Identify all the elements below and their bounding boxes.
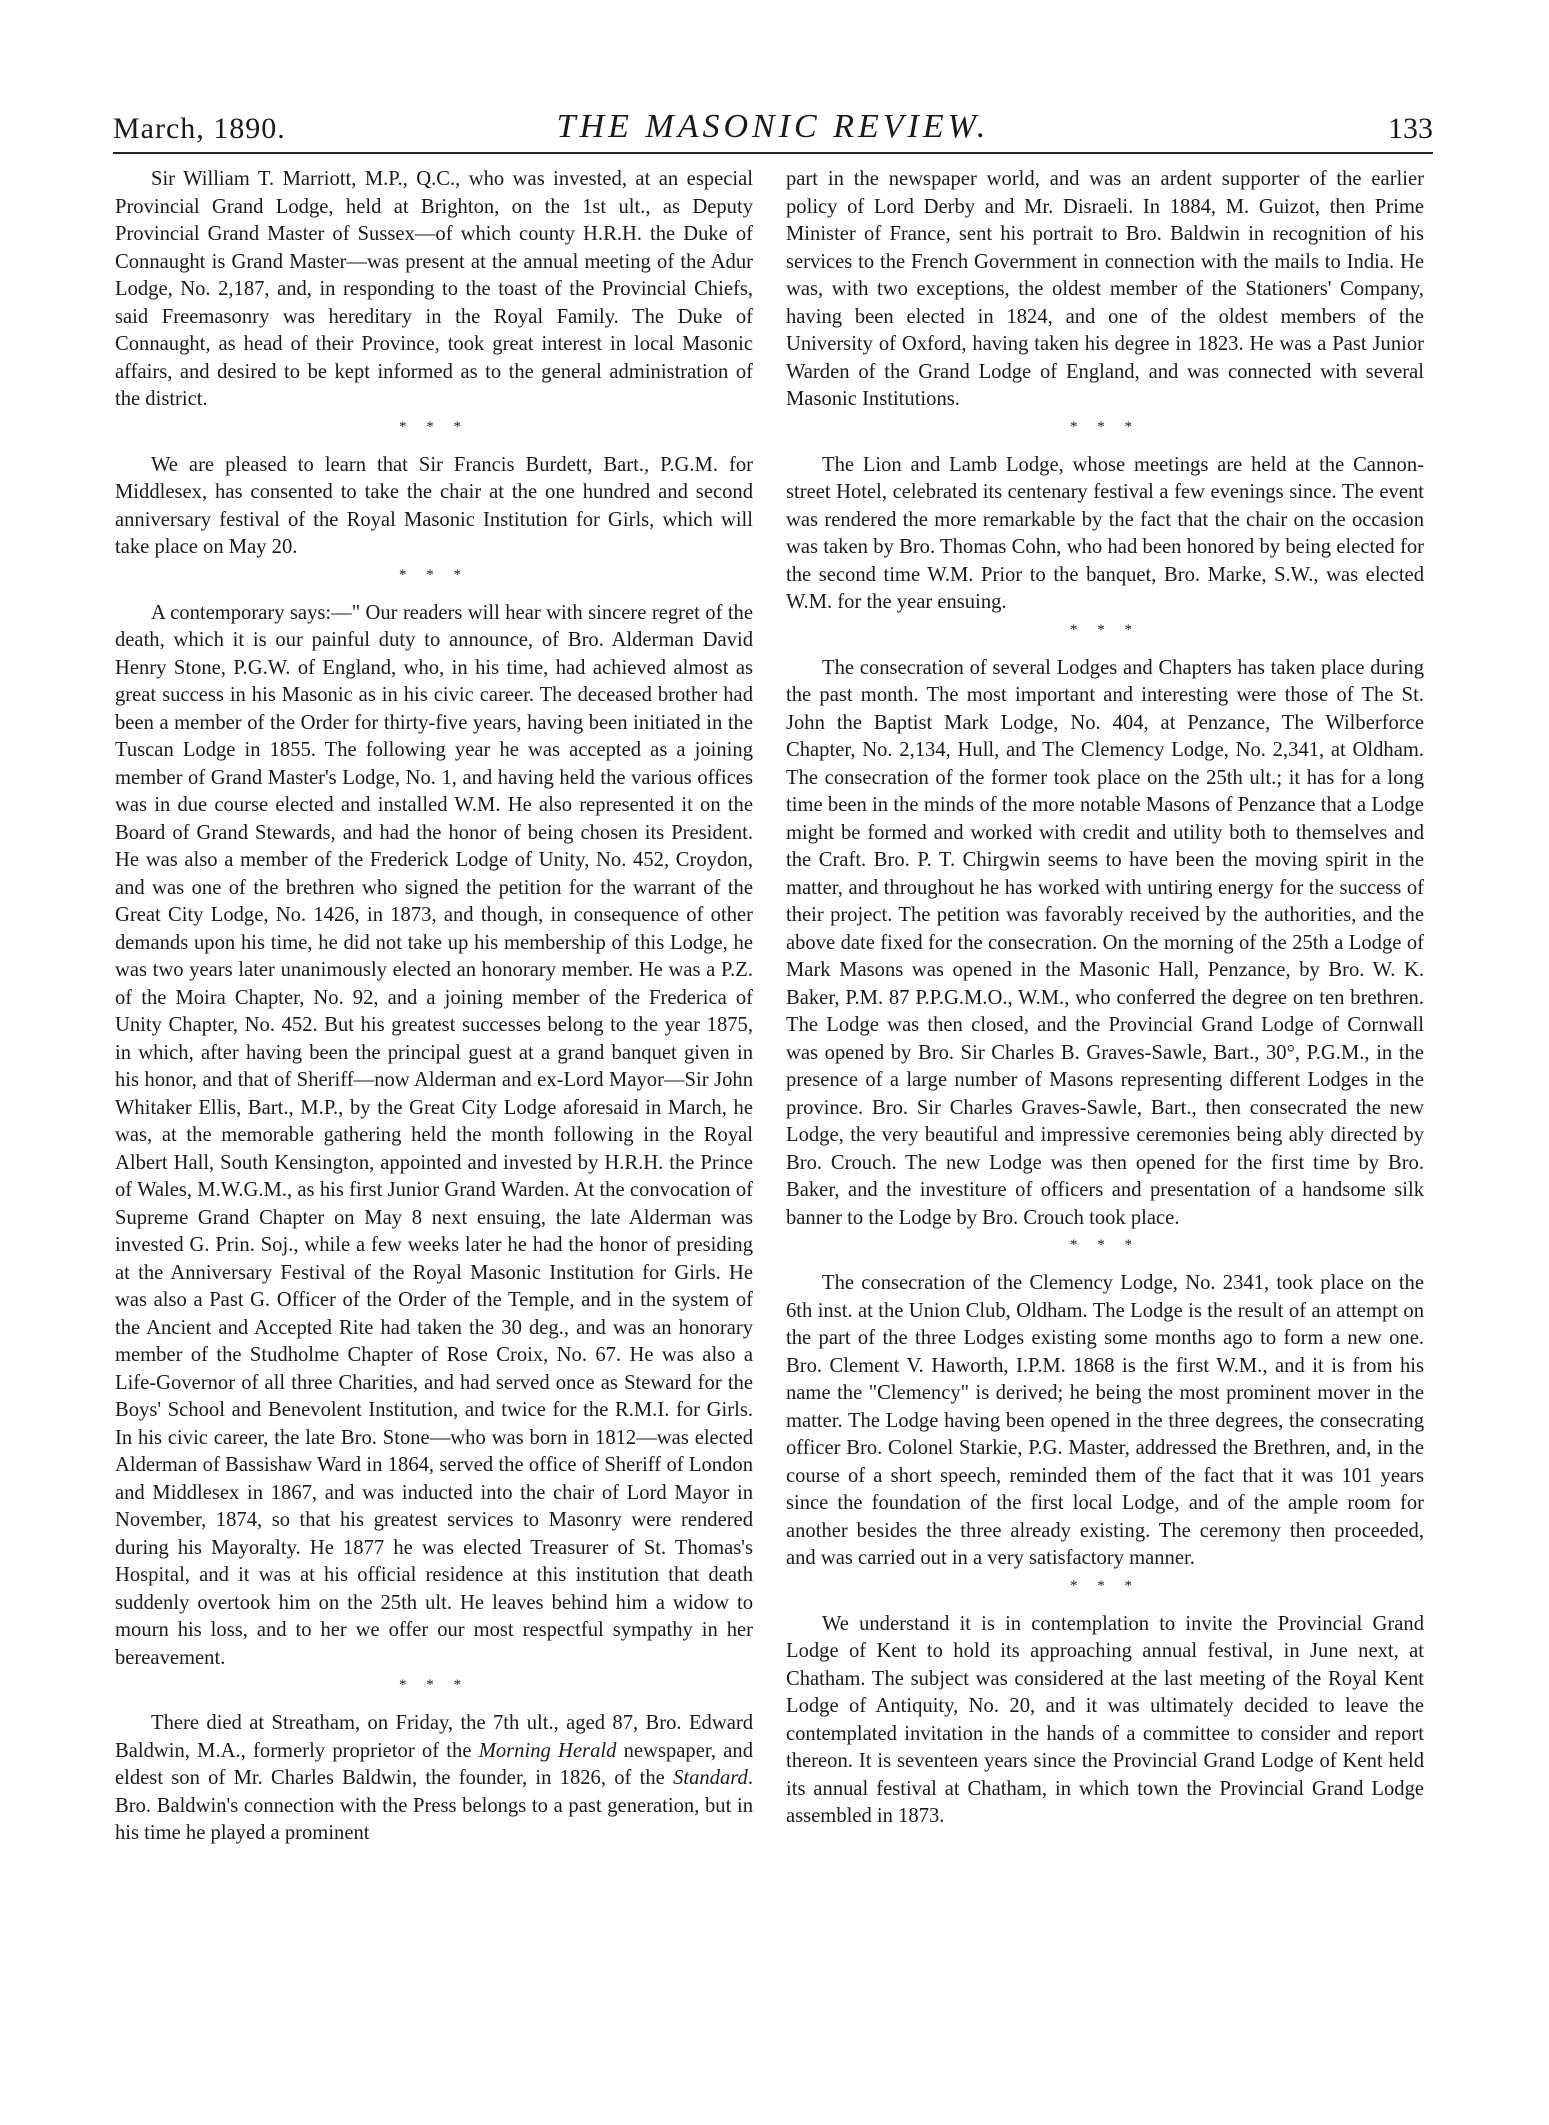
section-separator: * * * [1070, 621, 1140, 638]
text-run: There died at Streatham, on Friday, the 7th ult., aged 87, Bro. Edward Baldwin, M.A., formerly proprietor of the [115, 1712, 753, 1762]
left-column [115, 166, 753, 1848]
paragraph-baldwin-continued: part in the newspaper world, and was an ardent supporter of the earlier policy of Lord Derby and Mr. Disraeli. In 1884, M. Guizot, then Prime Minister of France, sent his portrait to Bro. Baldwin in recognition of his services to the French Government in connection with the mails to India. He was, with two exceptions, the oldest member of the Stationers' Company, having been elected in 1824, and one of the oldest members of the University of Oxford, having taken his degree in 1823. He was a Past Junior Warden of the Grand Lodge of England, and was connected with several Masonic Institutions. [786, 168, 1424, 410]
paragraph-consecrations: The consecration of several Lodges and Chapters has taken place during the past month. The most important and interesting were those of The St. John the Baptist Mark Lodge, No. 404, at Penzance, The Wilberforce Chapter, No. 2,134, Hull, and The Clemency Lodge, No. 2,341, at Oldham. The consecration of the former took place on the 25th ult.; it has for a long time been in the minds of the more notable Masons of Penzance that a Lodge might be formed and worked with credit and utility both to themselves and the Craft. Bro. P. T. Chirgwin seems to have been the moving spirit in the matter, and throughout he has worked with untiring energy for the success of their project. The petition was favorably received by the authorities, and the above date fixed for the consecration. On the morning of the 25th a Lodge of Mark Masons was opened in the Masonic Hall, Penzance, by Bro. W. K. Baker, P.M. 87 P.P.G.M.O., W.M., who conferred the degree on ten brethren. The Lodge was then closed, and the Provincial Grand Lodge of Cornwall was opened by Bro. Sir Charles B. Graves-Sawle, Bart., 30°, P.G.M., in the presence of a large number of Masons representing different Lodges in the province. Bro. Sir Charles Graves-Sawle, Bart., then consecrated the new Lodge, the very beautiful and impressive ceremonies being ably directed by Bro. Crouch. The new Lodge was then opened for the first time by Bro. Baker, and the investiture of officers and presentation of a handsome silk banner to the Lodge by Bro. Crouch took place. [786, 656, 1424, 1229]
paragraph-baldwin-obituary [115, 1710, 753, 1848]
page-number: 133 [1388, 112, 1433, 145]
paragraph-burdett: We are pleased to learn that Sir Francis Burdett, Bart., P.G.M. for Middlesex, has consented to take the chair at the one hundred and second anniversary festival of the Royal Masonic Institution for Girls, which will take place on May 20. [115, 453, 753, 558]
paragraph-stone-obituary: A contemporary says:—" Our readers will hear with sincere regret of the death, which it is our painful duty to announce, of Bro. Alderman David Henry Stone, P.G.W. of England, who, in his time, had achieved almost as great success in his Masonic as in his civic career. The deceased brother had been a member of the Order for thirty-five years, having been initiated in the Tuscan Lodge in 1855. The following year he was accepted as a joining member of Grand Master's Lodge, No. 1, and having held the various offices was in due course elected and installed W.M. He also represented it on the Board of Grand Stewards, and had the honor of being chosen its President. He was also a member of the Frederick Lodge of Unity, No. 452, Croydon, and was one of the brethren who signed the petition for the warrant of the Great City Lodge, No. 1426, in 1873, and though, in consequence of other demands upon his time, he did not take up his membership of this Lodge, he was two years later unanimously elected an honorary member. He was a P.Z. of the Moira Chapter, No. 92, and a joining member of the Frederica of Unity Chapter, No. 452. But his greatest successes belong to the year 1875, in which, after having been the principal guest at a grand banquet given in his honor, and that of Sheriff—now Alderman and ex-Lord Mayor—Sir John Whitaker Ellis, Bart., M.P., by the Great City Lodge aforesaid in March, he was, at the memorable gathering held the month following in the Royal Albert Hall, South Kensington, appointed and invested by H.R.H. the Prince of Wales, M.W.G.M., as his first Junior Grand Warden. At the convocation of Supreme Grand Chapter on May 8 next ensuing, the late Alderman was invested G. Prin. Soj., while a few weeks later he had the honor of presiding at the Anniversary Festival of the Royal Masonic Institution for Girls. He was also a Past G. Officer of the Order of the Temple, and in the system of the Ancient and Accepted Rite had taken the 30 deg., and was an honorary member of the Studholme Chapter of Rose Croix, No. 67. He was also a Life-Governor of all three Charities, and had served once as Steward for the Boys' School and Benevolent Institution, and twice for the R.M.I. for Girls. In his civic career, the late Bro. Stone—who was born in 1812—was elected Alderman of Bassishaw Ward in 1864, served the office of Sheriff of London and Middlesex in 1867, and was inducted into the chair of Lord Mayor in November, 1874, so that his greatest services to Masonry were rendered during his Mayoralty. He 1877 he was elected Treasurer of St. Thomas's Hospital, and it was at his official residence at this institution that death suddenly overtook him on the 25th ult. He leaves behind him a widow to mourn his loss, and to her we offer our most respectful sympathy in her bereavement. [115, 601, 753, 1669]
publication-title: THE MASONIC REVIEW. [556, 108, 990, 145]
section-separator: * * * [399, 418, 469, 435]
right-column [786, 166, 1424, 1831]
text-run: newspaper, and eldest son of Mr. Charles Baldwin, the founder, in 1826, of the [115, 1739, 753, 1789]
paragraph-clemency-lodge: The consecration of the Clemency Lodge, No. 2341, took place on the 6th inst. at the Union Club, Oldham. The Lodge is the result of an attempt on the part of the three Lodges existing some months ago to form a new one. Bro. Clement V. Haworth, I.P.M. 1868 is the first W.M., and it is from his name the "Clemency" is derived; he being the most prominent mover in the matter. The Lodge having been opened in the three degrees, the consecrating officer Bro. Colonel Starkie, P.G. Master, addressed the Brethren, and, in the course of a short speech, reminded them of the fact that it was 101 years since the foundation of the first local Lodge, and of the ample room for another besides the three already existing. The ceremony then proceeded, and was carried out in a very satisfactory manner. [786, 1272, 1424, 1569]
section-separator: * * * [399, 1677, 469, 1693]
newspaper-title-standard: Standard [673, 1767, 748, 1789]
section-separator: * * * [1070, 1237, 1140, 1253]
section-separator: * * * [1070, 1577, 1140, 1594]
section-separator: * * * [399, 566, 469, 583]
section-separator: * * * [1070, 418, 1140, 435]
text-run: . Bro. Baldwin's connection with the Press belongs to a past generation, but in his time he played a prominent [115, 1767, 753, 1844]
paragraph-marriott: Sir William T. Marriott, M.P., Q.C., who was invested, at an especial Provincial Grand Lodge, held at Brighton, on the 1st ult., as Deputy Provincial Grand Master of Sussex—of which county H.R.H. the Duke of Connaught is Grand Master—was present at the annual meeting of the Adur Lodge, No. 2,187, and, in responding to the toast of the Provincial Chiefs, said Freemasonry was hereditary in the Royal Family. The Duke of Connaught, as head of their Province, took great interest in local Masonic affairs, and desired to be kept informed as to the general administration of the district. [115, 168, 753, 410]
paragraph-lion-and-lamb: The Lion and Lamb Lodge, whose meetings are held at the Cannon-street Hotel, celebrated its centenary festival a few evenings since. The event was rendered the more remarkable by the fact that the chair on the occasion was taken by Bro. Thomas Cohn, who had been honored by being elected for the second time W.M. Prior to the banquet, Bro. Marke, S.W., was elected W.M. for the year ensuing. [786, 453, 1424, 613]
page-header [113, 104, 1433, 154]
header-date: March, 1890. [113, 112, 286, 145]
newspaper-title-morning-herald: Morning Herald [478, 1739, 617, 1762]
paragraph-kent-festival: We understand it is in contemplation to invite the Provincial Grand Lodge of Kent to hold its approaching annual festival, in June next, at Chatham. The subject was considered at the last meeting of the Royal Kent Lodge of Antiquity, No. 20, and it was ultimately decided to leave the contemplated invitation in the hands of a committee to consider and report thereon. It is seventeen years since the Provincial Grand Lodge of Kent held its annual festival at Chatham, in which town the Provincial Grand Lodge assembled in 1873. [786, 1612, 1424, 1827]
